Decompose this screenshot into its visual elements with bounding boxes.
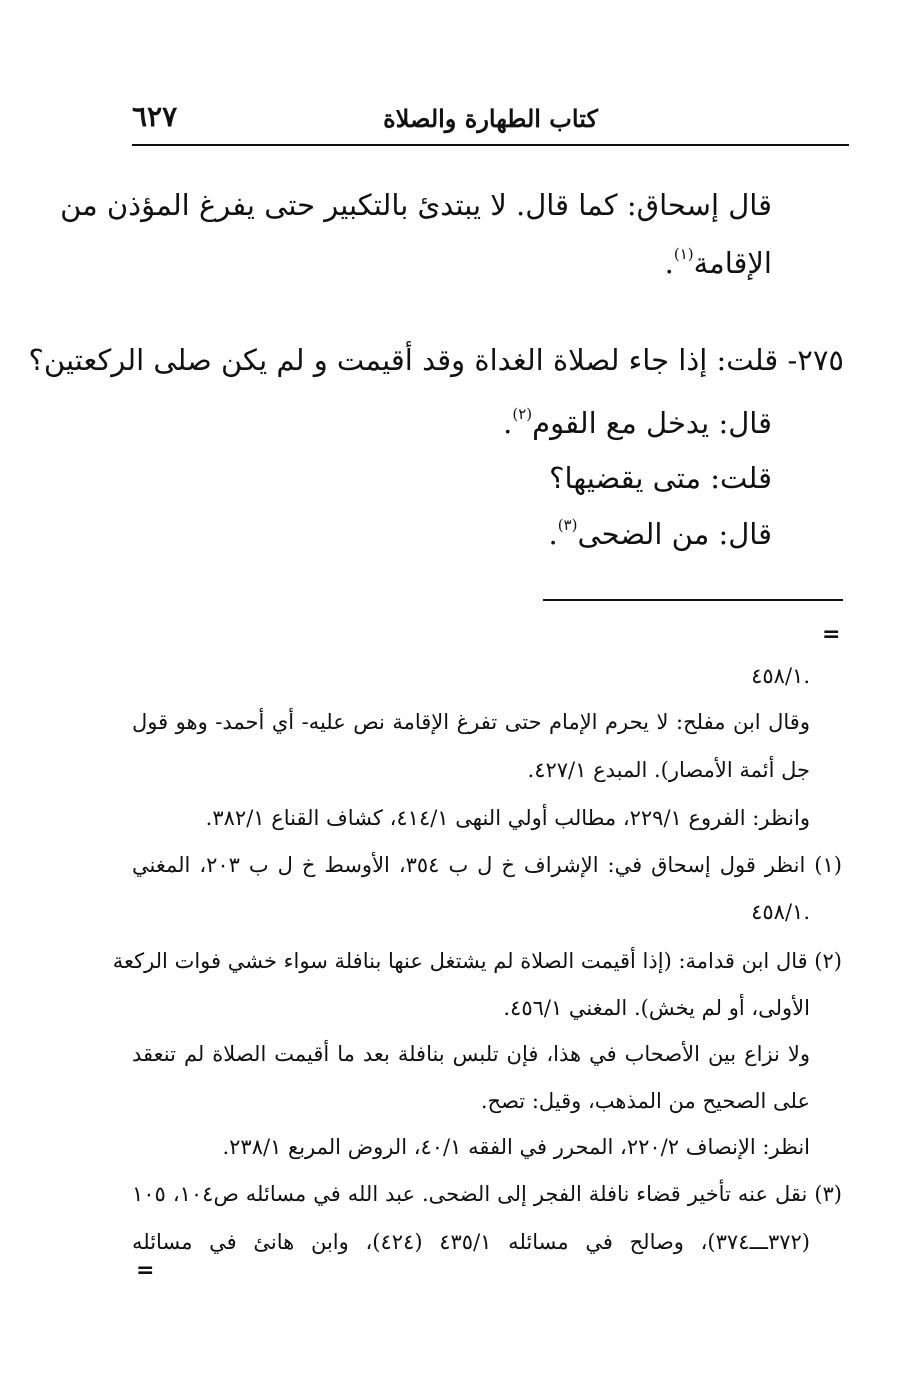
page-header <box>132 98 849 146</box>
body-paragraph-1-line-1: قال إسحاق: كما قال. لا يبتدئ بالتكبير حتى يفرغ المؤذن من <box>60 188 772 222</box>
footnote-ref-2: (٢) <box>512 405 533 423</box>
page-number: ٦٢٧ <box>132 100 178 133</box>
answer-2: قال: من الضحى$^{(٣)}$. <box>548 516 772 551</box>
continuation-mark-top: = <box>822 622 841 647</box>
footnote-2-line-2: الأولى، أو لم يخش). المغني ٤٥٦/١. <box>503 996 810 1020</box>
footnote-ref-1: (١) <box>673 245 694 263</box>
question-text: قلت: إذا جاء لصلاة الغداة وقد أقيمت و لم يكن صلى الركعتين؟ <box>28 343 779 377</box>
question-number: ٢٧٥- <box>787 343 844 377</box>
footnote-ref-3: (٣) <box>557 516 578 534</box>
footnote-2-line-3: ولا نزاع بين الأصحاب في هذا، فإن تلبس بنافلة بعد ما أقيمت الصلاة لم تنعقد <box>132 1042 810 1066</box>
body-paragraph-1-line-2: الإقامة$^{(١)}$. <box>664 245 772 280</box>
answer-1: قال: يدخل مع القوم$^{(٢)}$. <box>503 405 772 440</box>
footnote-cont-line-3: جل أئمة الأمصار). المبدع ٤٢٧/١. <box>527 758 810 782</box>
footnote-2-line-5: انظر: الإنصاف ٢٢٠/٢، المحرر في الفقه ٤٠/١، الروض المربع ٢٣٨/١. <box>222 1135 810 1159</box>
footnote-2-line-1: (٢) قال ابن قدامة: (إذا أقيمت الصلاة لم يشتغل عنها بنافلة سواء خشي فوات الركعة <box>112 949 842 973</box>
footnote-cont-line-4: وانظر: الفروع ٢٢٩/١، مطالب أولي النهى ٤١٤/١، كشاف القناع ٣٨٢/١. <box>205 806 810 830</box>
running-title: كتاب الطهارة والصلاة <box>383 104 598 133</box>
question-275 <box>28 343 844 377</box>
footnote-1-line-2: .٤٥٨/١ <box>751 900 810 924</box>
continuation-mark-bottom: = <box>136 1258 155 1283</box>
footnote-separator <box>543 599 843 601</box>
footnote-2-line-4: على الصحيح من المذهب، وقيل: تصح. <box>480 1089 810 1113</box>
question-2: قلت: متى يقضيها؟ <box>549 461 772 495</box>
footnote-cont-line-2: وقال ابن مفلح: لا يحرم الإمام حتى تفرغ الإقامة نص عليه- أي أحمد- وهو قول <box>132 710 810 734</box>
footnote-3-line-2: (٣٧٢ـــ٣٧٤)، وصالح في مسائله ٤٣٥/١ (٤٢٤)، وابن هانئ في مسائله <box>132 1230 810 1254</box>
footnote-cont-line-1: .٤٥٨/١ <box>751 664 810 688</box>
footnote-1-line-1: (١) انظر قول إسحاق في: الإشراف خ ل ب ٣٥٤، الأوسط خ ل ب ٢٠٣، المغني <box>132 853 842 877</box>
footnote-3-line-1: (٣) نقل عنه تأخير قضاء نافلة الفجر إلى الضحى. عبد الله في مسائله ص١٠٤، ١٠٥ <box>132 1182 842 1206</box>
